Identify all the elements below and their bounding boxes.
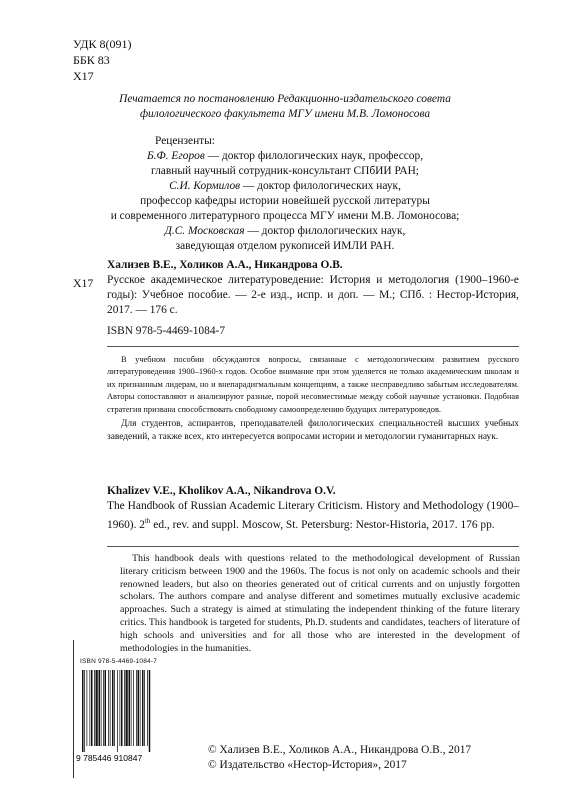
copyright-line: © Хализев В.Е., Холиков А.А., Никандрова О.В., 2017 xyxy=(208,744,472,756)
reviewer-2-line2: профессор кафедры истории новейшей русской литературы xyxy=(140,195,430,207)
publication-note xyxy=(60,92,510,122)
reviewer-name: С.И. Кормилов xyxy=(169,180,241,192)
divider xyxy=(107,346,519,347)
reviewer-2-line3: и современного литературного процесса МГУ имени М.В. Ломоносова; xyxy=(110,210,460,222)
ru-annotation-paragraph: Для студентов, аспирантов, преподавателей филологических специальностей высших учебных заведений, а также всех, кто интересуется вопросами истории и методологии гуманитарных наук. xyxy=(107,419,519,443)
bbk-code: ББК 83 xyxy=(73,53,110,67)
reviewer-desc: — доктор филологических наук, xyxy=(240,180,401,192)
udk-code: УДК 8(091) xyxy=(73,37,132,51)
barcode-bar xyxy=(117,670,118,752)
en-authors: Khalizev V.E., Kholikov A.A., Nikandrova O.V. xyxy=(107,485,336,497)
en-citation-part: The Handbook of Russian Academic Literary Criticism. History and Methodology (1900–1960). 2 xyxy=(107,500,519,531)
copyright-block xyxy=(208,743,471,773)
reviewer-desc: — доктор филологических наук, профессор, xyxy=(204,150,424,162)
barcode-bar xyxy=(142,670,144,746)
reviewer-name: Д.С. Московская xyxy=(164,225,245,237)
en-citation-sup: th xyxy=(144,517,151,525)
barcode-bar xyxy=(90,670,91,746)
en-citation-text xyxy=(107,499,519,533)
ru-isbn: ISBN 978-5-4469-1084-7 xyxy=(107,325,226,337)
reviewer-desc: — доктор филологических наук, xyxy=(244,225,406,237)
copyright-line: © Издательство «Нестор-История», 2017 xyxy=(208,759,407,771)
reviewer-3 xyxy=(70,224,500,239)
barcode-bar xyxy=(96,670,98,746)
ru-citation xyxy=(107,258,519,339)
barcode-bar xyxy=(108,670,109,746)
reviewer-1-line2: главный научный сотрудник-консультант СПбИИ РАН; xyxy=(151,165,419,177)
barcode-bar xyxy=(124,670,125,746)
author-sign: Х17 xyxy=(73,69,94,83)
ru-citation-text: Русское академическое литературоведение: История и методология (1900–1960-е годы): Учебное пособие. — 2-е изд., испр. и доп. — М.; СПб. : Нестор-История, 2017. — 176 с. xyxy=(107,274,519,316)
barcode-bar xyxy=(91,670,93,746)
reviewer-name: Б.Ф. Егоров xyxy=(146,150,205,162)
barcode-bar xyxy=(103,670,104,746)
barcode-bar xyxy=(129,670,131,746)
barcode-bar xyxy=(105,670,107,746)
barcode-bar xyxy=(84,670,85,752)
barcode-digits: 9 785446 910847 xyxy=(76,753,143,763)
barcode-bar xyxy=(133,670,134,746)
barcode-icon xyxy=(74,668,182,764)
barcode-bar xyxy=(94,670,95,746)
barcode-bar xyxy=(138,670,140,746)
en-citation xyxy=(107,484,519,533)
barcode-bar xyxy=(114,670,115,746)
barcode-bar xyxy=(101,670,102,746)
reviewer-2 xyxy=(70,179,500,194)
reviewers-title: Рецензенты: xyxy=(155,135,215,147)
publication-note-line: филологического факультета МГУ имени М.В. Ломоносова xyxy=(139,108,431,120)
barcode-bar xyxy=(110,670,111,746)
barcode-bar xyxy=(136,670,137,746)
barcode-bar xyxy=(120,670,121,746)
en-citation-part: ed., rev. and suppl. Moscow, St. Petersburg: Nestor-Historia, 2017. 176 pp. xyxy=(150,518,495,531)
barcode-isbn: ISBN 978-5-4469-1084-7 xyxy=(80,658,158,665)
reviewer-1 xyxy=(70,149,500,164)
barcode-bar xyxy=(87,670,88,746)
divider xyxy=(107,546,519,547)
ru-authors: Хализев В.Е., Холиков А.А., Никандрова О.В. xyxy=(107,259,343,271)
reviewer-3-line2: заведующая отделом рукописей ИМЛИ РАН. xyxy=(175,240,395,252)
barcode-bar xyxy=(126,670,128,746)
barcode-bar xyxy=(149,670,151,752)
barcode-bar xyxy=(112,670,114,746)
en-annotation-paragraph: This handbook deals with questions related to the methodological development of Russian literary criticism between 1900 and the 1960s. The focus is not only on academic schools and their renowned leaders, but also on theories generated out of critical currents and on unjustly forgotten scholars. The authors compare and analyse different and sometimes mutually exclusive academic approaches. Such a strategy is aimed at stimulating the independent thinking of the future literary critics. This handbook is targeted for students, Ph.D. students and candidates, teachers of literature of high schools and universities and for all those who are interested in the development of methodologies in the humanities. xyxy=(120,553,520,654)
citation-author-sign: Х17 xyxy=(73,276,94,290)
barcode-bar xyxy=(140,670,141,746)
ru-annotation xyxy=(107,354,519,444)
barcode-bar xyxy=(121,670,123,746)
publication-note-line: Печатается по постановлению Редакционно-издательского совета xyxy=(119,93,451,105)
classification-codes xyxy=(73,36,131,84)
barcode-bar xyxy=(131,670,132,746)
barcode-bar xyxy=(82,670,84,752)
reviewers-block xyxy=(70,134,500,254)
en-annotation xyxy=(120,553,520,655)
barcode-bar xyxy=(144,670,145,746)
barcode-bar xyxy=(99,670,101,746)
ru-annotation-paragraph: В учебном пособии обсуждаются вопросы, связанные с методологическим развитием русского литературоведения 1900–1960-х годов. Особое внимание при этом уделяется не только академическим школам и их признанным лидерам, но и внепарадигмальным концепциям, а также несправедливо забытым исследователям. Авторы сопоставляют и анализируют разные, порой несовместимые между собой научные установки. Подобная стратегия призвана способствовать свободному самоопределению будущих литературоведов. xyxy=(107,355,519,414)
barcode-bar xyxy=(147,670,148,746)
